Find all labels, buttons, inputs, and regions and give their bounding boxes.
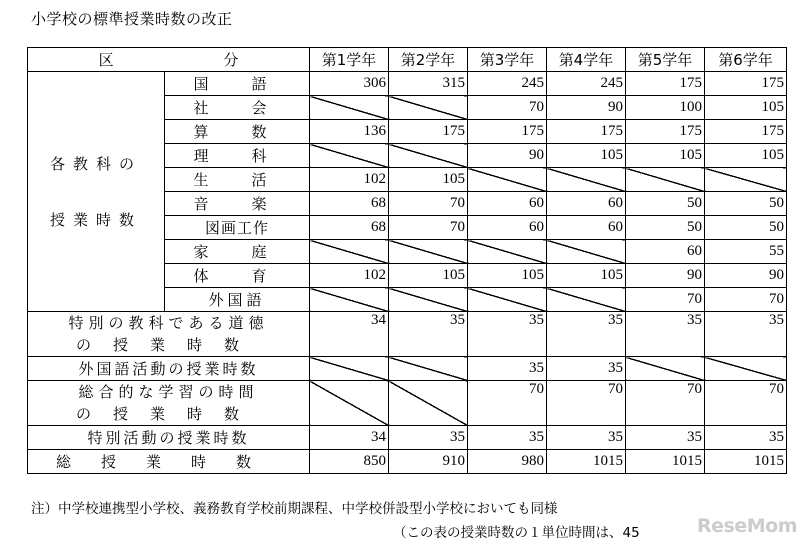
hours-cell: 35 <box>547 357 626 381</box>
hours-cell: 105 <box>389 168 468 192</box>
hours-cell: 1015 <box>626 450 705 474</box>
hours-cell: 60 <box>626 240 705 264</box>
subject-group-label <box>28 72 165 312</box>
hours-cell: 175 <box>468 120 547 144</box>
summary-row <box>28 450 787 474</box>
hours-cell: 34 <box>310 312 389 357</box>
footnote-unit: （この表の授業時数の１単位時間は、45 <box>393 525 640 541</box>
hours-cell: 35 <box>389 312 468 357</box>
hours-cell: 70 <box>705 381 787 426</box>
page-title: 小学校の標準授業時数の改正 <box>31 10 233 28</box>
not-applicable-cell <box>389 288 468 312</box>
hours-cell: 90 <box>705 264 787 288</box>
hours-cell: 175 <box>626 72 705 96</box>
hours-cell: 68 <box>310 216 389 240</box>
not-applicable-cell <box>310 144 389 168</box>
hours-cell: 60 <box>468 192 547 216</box>
header-bun: 分 <box>223 51 239 69</box>
header-kubun: 区 <box>98 51 114 69</box>
row-label: 外国語活動の授業時数 <box>28 357 310 381</box>
hours-cell: 50 <box>626 216 705 240</box>
not-applicable-cell <box>310 96 389 120</box>
not-applicable-cell <box>310 381 389 426</box>
hours-cell: 90 <box>468 144 547 168</box>
hours-cell: 68 <box>310 192 389 216</box>
not-applicable-cell <box>626 357 705 381</box>
subject-name: 理 科 <box>165 144 310 168</box>
hours-cell: 245 <box>547 72 626 96</box>
not-applicable-cell <box>705 357 787 381</box>
hours-cell: 136 <box>310 120 389 144</box>
not-applicable-cell <box>547 288 626 312</box>
subject-name: 国 語 <box>165 72 310 96</box>
category-header <box>28 48 310 72</box>
hours-cell: 35 <box>547 312 626 357</box>
hours-cell: 980 <box>468 450 547 474</box>
hours-cell: 60 <box>468 216 547 240</box>
row-label: 総授業時数 <box>28 450 310 474</box>
not-applicable-cell <box>547 168 626 192</box>
hours-cell: 55 <box>705 240 787 264</box>
hours-cell: 1015 <box>705 450 787 474</box>
hours-cell: 175 <box>626 120 705 144</box>
hours-cell: 50 <box>626 192 705 216</box>
grade-header: 第5学年 <box>626 48 705 72</box>
hours-cell: 60 <box>547 192 626 216</box>
subject-name: 外国語 <box>165 288 310 312</box>
hours-cell: 35 <box>468 312 547 357</box>
grade-header: 第2学年 <box>389 48 468 72</box>
grade-header: 第6学年 <box>705 48 787 72</box>
watermark-logo: ReseMom <box>697 515 797 537</box>
hours-cell: 105 <box>547 264 626 288</box>
grade-header: 第4学年 <box>547 48 626 72</box>
hours-cell: 105 <box>705 96 787 120</box>
subject-name: 生 活 <box>165 168 310 192</box>
hours-cell: 175 <box>389 120 468 144</box>
subject-name: 図画工作 <box>165 216 310 240</box>
row-label-line: の授業時数 <box>75 405 261 423</box>
hours-cell: 850 <box>310 450 389 474</box>
hours-cell: 35 <box>389 426 468 450</box>
not-applicable-cell <box>547 240 626 264</box>
hours-cell: 102 <box>310 168 389 192</box>
hours-cell: 315 <box>389 72 468 96</box>
not-applicable-cell <box>310 357 389 381</box>
row-label-line: 総合的な学習の時間 <box>78 383 259 401</box>
not-applicable-cell <box>468 168 547 192</box>
hours-cell: 105 <box>547 144 626 168</box>
hours-cell: 70 <box>389 216 468 240</box>
hours-cell: 35 <box>705 426 787 450</box>
hours-cell: 34 <box>310 426 389 450</box>
hours-cell: 105 <box>626 144 705 168</box>
footnote: 注）中学校連携型小学校、義務教育学校前期課程、中学校併設型小学校においても同様 <box>31 501 558 517</box>
hours-cell: 35 <box>468 357 547 381</box>
hours-cell: 70 <box>626 381 705 426</box>
summary-row <box>28 381 787 426</box>
not-applicable-cell <box>310 288 389 312</box>
hours-cell: 105 <box>468 264 547 288</box>
subject-row <box>28 72 787 96</box>
not-applicable-cell <box>389 96 468 120</box>
hours-cell: 245 <box>468 72 547 96</box>
summary-row <box>28 357 787 381</box>
row-label-line: 特別の教科である道徳 <box>68 314 269 332</box>
hours-cell: 60 <box>547 216 626 240</box>
not-applicable-cell <box>310 240 389 264</box>
summary-row <box>28 312 787 357</box>
hours-cell: 306 <box>310 72 389 96</box>
summary-row <box>28 426 787 450</box>
not-applicable-cell <box>705 168 787 192</box>
hours-cell: 35 <box>547 426 626 450</box>
grade-header: 第1学年 <box>310 48 389 72</box>
hours-cell: 910 <box>389 450 468 474</box>
curriculum-hours-table <box>27 47 787 474</box>
subject-name: 音 楽 <box>165 192 310 216</box>
subject-name: 算 数 <box>165 120 310 144</box>
subject-name: 体 育 <box>165 264 310 288</box>
hours-cell: 70 <box>705 288 787 312</box>
row-label-line: の授業時数 <box>75 336 261 354</box>
header-row <box>28 48 787 72</box>
hours-cell: 70 <box>547 381 626 426</box>
not-applicable-cell <box>626 168 705 192</box>
not-applicable-cell <box>389 357 468 381</box>
hours-cell: 1015 <box>547 450 626 474</box>
hours-cell: 100 <box>626 96 705 120</box>
hours-cell: 70 <box>468 96 547 120</box>
hours-cell: 35 <box>626 312 705 357</box>
grade-header: 第3学年 <box>468 48 547 72</box>
subject-name: 社 会 <box>165 96 310 120</box>
not-applicable-cell <box>468 288 547 312</box>
not-applicable-cell <box>389 240 468 264</box>
hours-cell: 175 <box>705 120 787 144</box>
hours-cell: 70 <box>626 288 705 312</box>
hours-cell: 90 <box>626 264 705 288</box>
hours-cell: 35 <box>468 426 547 450</box>
hours-cell: 70 <box>468 381 547 426</box>
hours-cell: 105 <box>389 264 468 288</box>
hours-cell: 50 <box>705 192 787 216</box>
hours-cell: 175 <box>547 120 626 144</box>
hours-cell: 35 <box>705 312 787 357</box>
not-applicable-cell <box>389 381 468 426</box>
not-applicable-cell <box>389 144 468 168</box>
hours-cell: 102 <box>310 264 389 288</box>
hours-cell: 50 <box>705 216 787 240</box>
hours-cell: 35 <box>626 426 705 450</box>
hours-cell: 90 <box>547 96 626 120</box>
hours-cell: 70 <box>389 192 468 216</box>
not-applicable-cell <box>468 240 547 264</box>
subject-group-label-line: 各教科の <box>49 154 142 173</box>
row-label: 特別活動の授業時数 <box>28 426 310 450</box>
subject-group-label-line: 授業時数 <box>49 210 142 229</box>
hours-cell: 175 <box>705 72 787 96</box>
row-label <box>28 312 310 357</box>
row-label <box>28 381 310 426</box>
hours-cell: 105 <box>705 144 787 168</box>
subject-name: 家 庭 <box>165 240 310 264</box>
